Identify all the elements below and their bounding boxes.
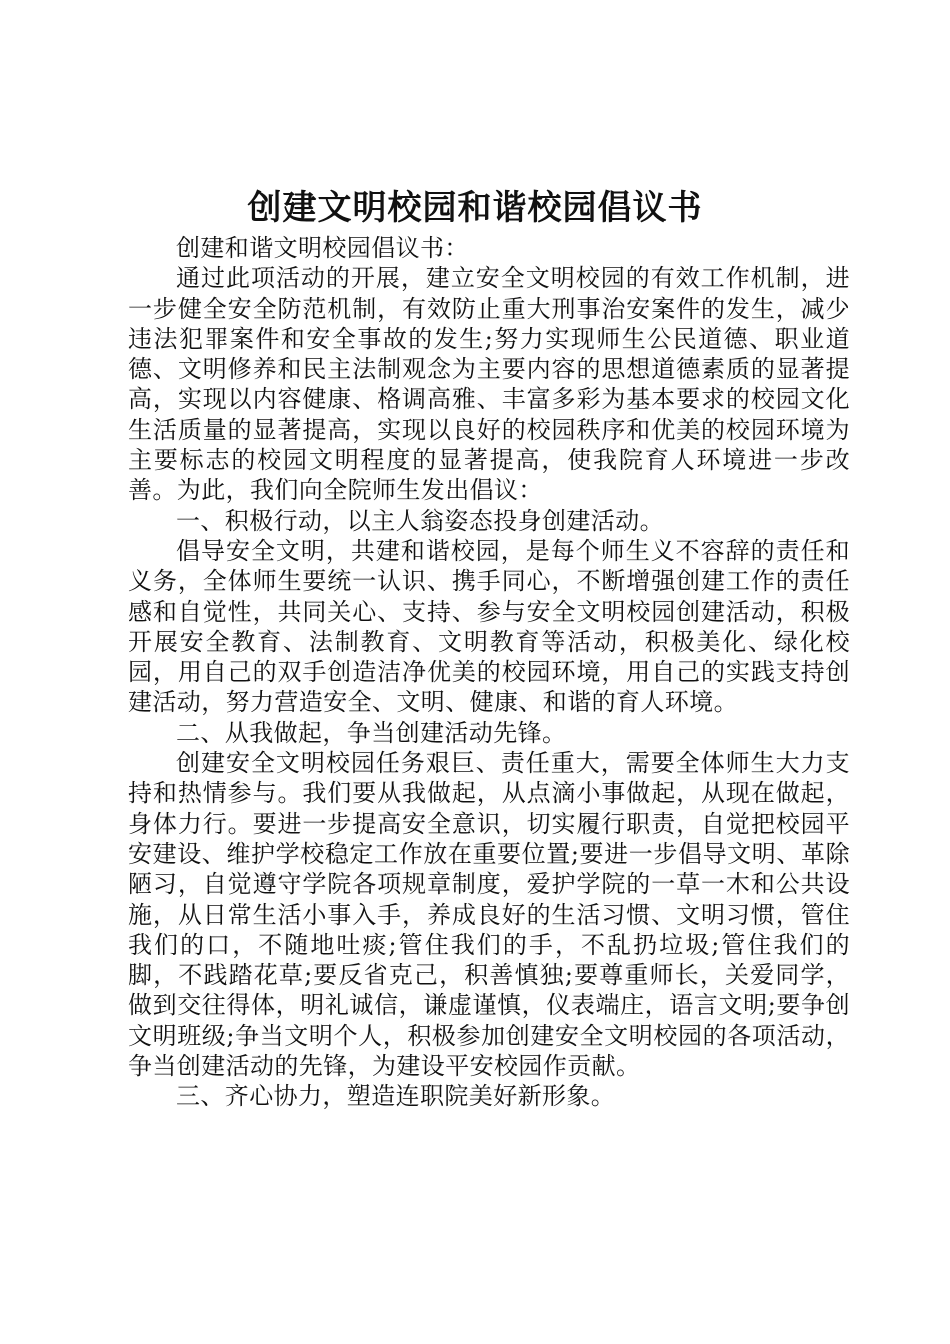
section-body-2: 创建安全文明校园任务艰巨、责任重大，需要全体师生大力支持和热情参与。我们要从我做起，从点滴小事做起，从现在做起，身体力行。要进一步提高安全意识，切实履行职责，自觉把校园平安建设、维护学校稳定工作放在重要位置;要进一步倡导文明、革除陋习，自觉遵守学院各项规章制度，爱护学院的一草一木和公共设施，从日常生活小事入手，养成良好的生活习惯、文明习惯，管住我们的口，不随地吐痰;管住我们的手，不乱扔垃圾;管住我们的脚，不践踏花草;要反省克己，积善慎独;要尊重师长，关爱同学，做到交往得体，明礼诚信，谦虚谨慎，仪表端庄，语言文明;要争创文明班级;争当文明个人，积极参加创建安全文明校园的各项活动，争当创建活动的先锋，为建设平安校园作贡献。 bbox=[128, 749, 850, 1081]
intro-paragraph: 通过此项活动的开展，建立安全文明校园的有效工作机制，进一步健全安全防范机制，有效防止重大刑事治安案件的发生，减少违法犯罪案件和安全事故的发生;努力实现师生公民道德、职业道德、文明修养和民主法制观念为主要内容的思想道德素质的显著提高，实现以内容健康、格调高雅、丰富多彩为基本要求的校园文化生活质量的显著提高，实现以良好的校园秩序和优美的校园环境为主要标志的校园文明程度的显著提高，使我院育人环境进一步改善。为此，我们向全院师生发出倡议： bbox=[128, 264, 850, 505]
salutation-paragraph: 创建和谐文明校园倡议书： bbox=[176, 234, 469, 262]
section-heading-1: 一、积极行动，以主人翁姿态投身创建活动。 bbox=[176, 506, 664, 535]
section-heading-2: 二、从我做起，争当创建活动先锋。 bbox=[176, 718, 567, 747]
section-body-1: 倡导安全文明，共建和谐校园，是每个师生义不容辞的责任和义务，全体师生要统一认识、携手同心，不断增强创建工作的责任感和自觉性，共同关心、支持、参与安全文明校园创建活动，积极开展安全教育、法制教育、文明教育等活动，积极美化、绿化校园，用自己的双手创造洁净优美的校园环境，用自己的实践支持创建活动，努力营造安全、文明、健康、和谐的育人环境。 bbox=[128, 536, 850, 717]
document-title: 创建文明校园和谐校园倡议书 bbox=[247, 188, 703, 228]
document-body bbox=[128, 233, 850, 1112]
section-heading-3: 三、齐心协力，塑造连职院美好新形象。 bbox=[176, 1082, 616, 1111]
